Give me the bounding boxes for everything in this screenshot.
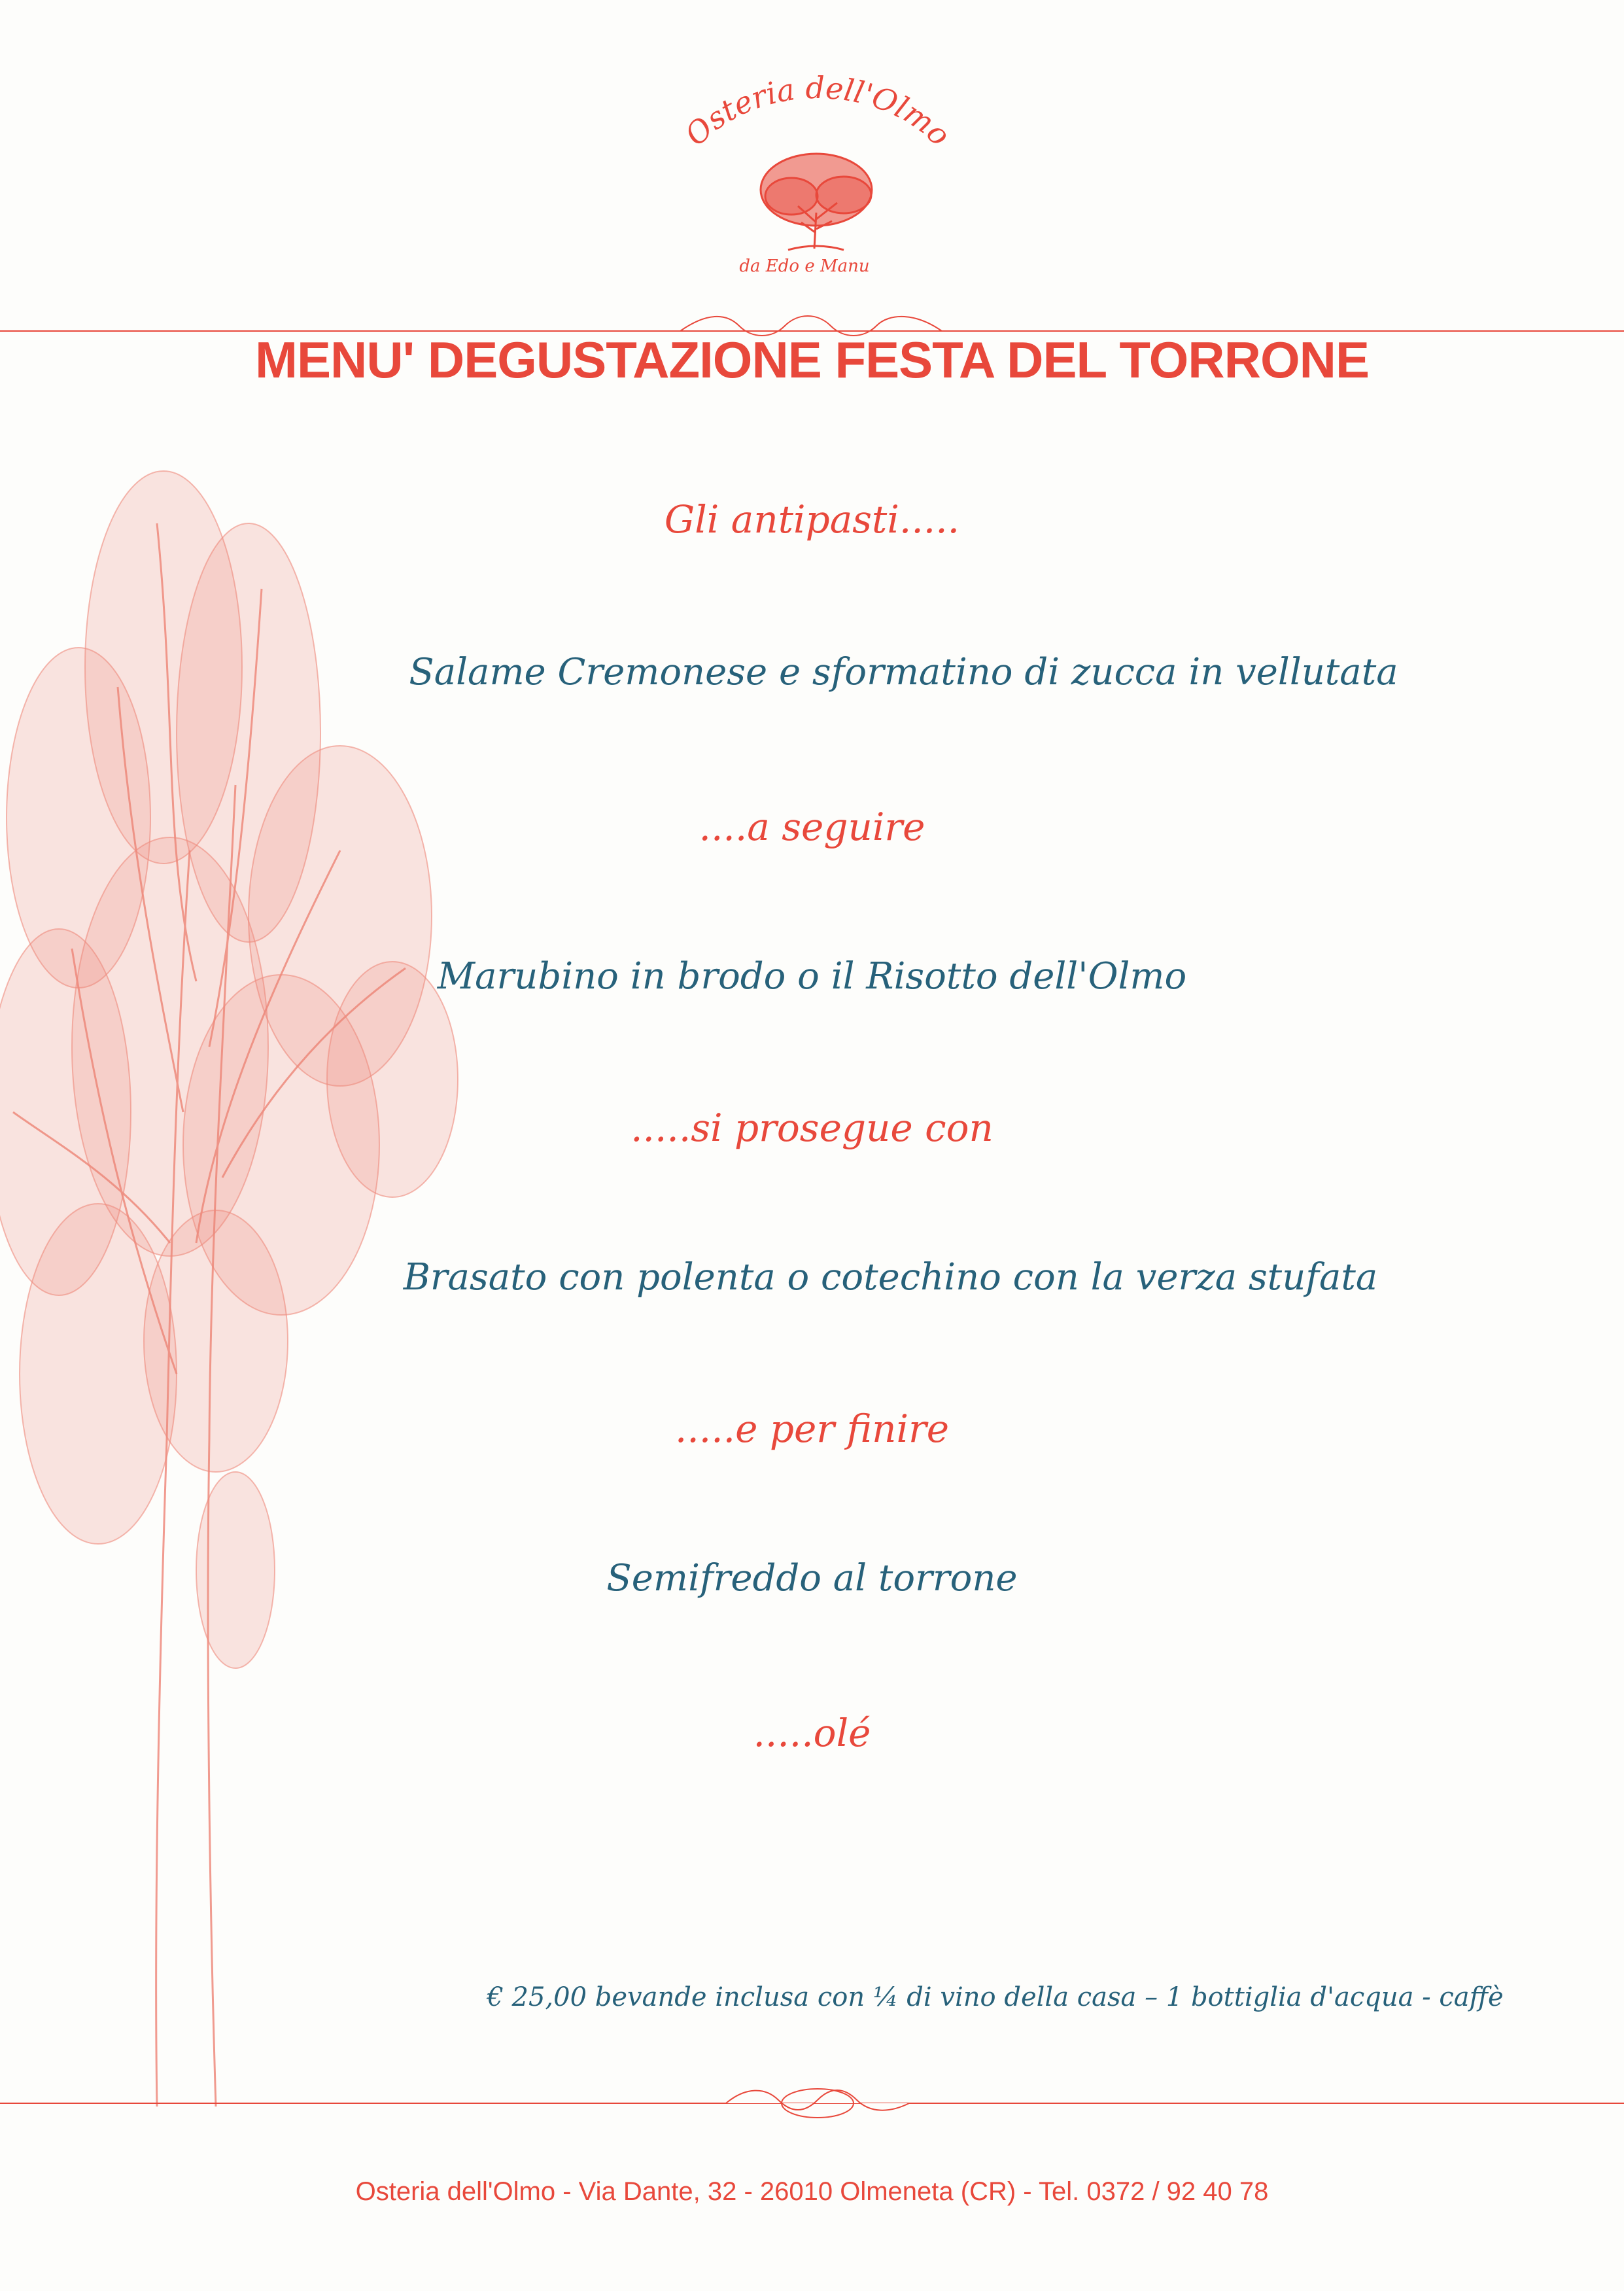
course-dish: Salame Cremonese e sformatino di zucca in vellutata — [409, 651, 1398, 693]
footer-contact: Osteria dell'Olmo - Via Dante, 32 - 26010 Olmeneta (CR) - Tel. 0372 / 92 40 78 — [355, 2177, 1269, 2206]
course-section-heading: Gli antipasti..... — [664, 497, 960, 542]
logo-name: Osteria dell'Olmo — [678, 72, 958, 153]
course-dish: Brasato con polenta o cotechino con la verza stufata — [403, 1256, 1378, 1299]
course-section-heading: .....si prosegue con — [631, 1106, 993, 1150]
course-dish: Marubino in brodo o il Risotto dell'Olmo — [437, 955, 1187, 998]
course-section-heading: .....e per finire — [674, 1407, 950, 1451]
course-dish: Semifreddo al torrone — [606, 1557, 1018, 1600]
tree-illustration — [0, 393, 497, 2107]
menu-title: MENU' DEGUSTAZIONE FESTA DEL TORRONE — [255, 331, 1369, 389]
bottom-ornamental-divider — [0, 2084, 1624, 2123]
course-section-heading: ....a seguire — [699, 805, 925, 849]
price-line: € 25,00 bevande inclusa con ¼ di vino della casa – 1 bottiglia d'acqua - caffè — [487, 1982, 1504, 2012]
elm-tree-icon — [761, 154, 872, 250]
closing-line: .....olé — [753, 1711, 871, 1755]
logo-subtitle: da Edo e Manu — [739, 256, 870, 276]
